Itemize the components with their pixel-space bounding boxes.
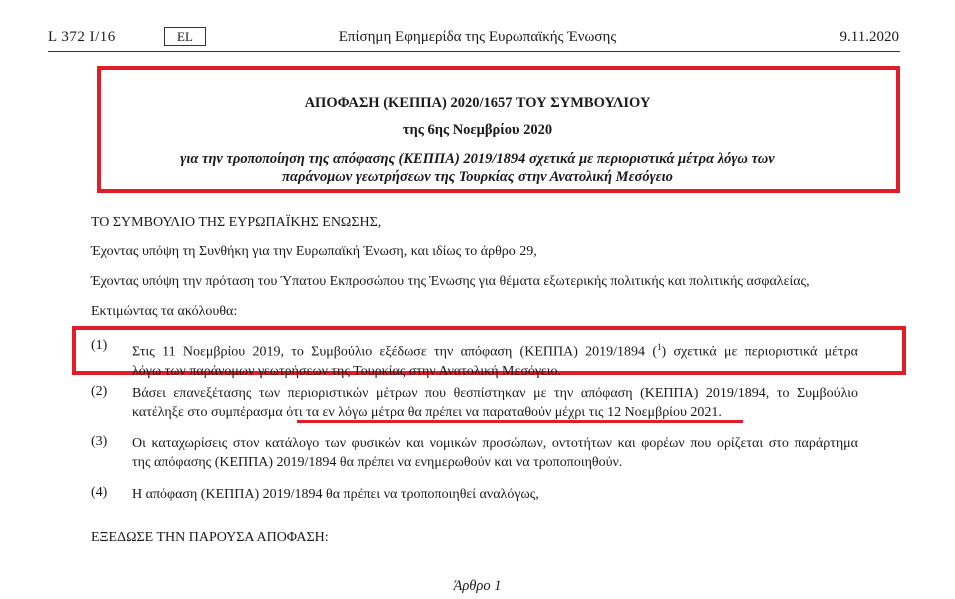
journal-reference: L 372 I/16 (48, 29, 116, 45)
recital-4-text: Η απόφαση (ΚΕΠΠΑ) 2019/1894 θα πρέπει να τροποποιηθεί αναλόγως, (132, 487, 539, 502)
publication-date: 9.11.2020 (839, 29, 899, 45)
decision-subject-line2: παράνομων γεωτρήσεων της Τουρκίας στην Ανατολική Μεσόγειο (282, 169, 673, 185)
decision-subject-line1: για την τροποποίηση της απόφασης (ΚΕΠΠΑ) 2019/1894 σχετικά με περιοριστικά μέτρα λόγω των (180, 151, 775, 167)
adoption-formula: ΕΞΕΔΩΣΕ ΤΗΝ ΠΑΡΟΥΣΑ ΑΠΟΦΑΣΗ: (91, 530, 329, 545)
header-rule (48, 51, 900, 52)
recital-2-line1: Βάσει επανεξέτασης των περιοριστικών μέτρων που θεσπίστηκαν με την απόφαση (ΚΕΠΠΑ) 2019/1894, το Συμβούλιο (132, 386, 858, 401)
recital-2-line2: κατέληξε στο συμπέρασμα ότι τα εν λόγω μέτρα θα πρέπει να παραταθούν μέχρι τις 12 Νοεμβρίου 2021. (132, 405, 722, 420)
recital-2-text (132, 384, 858, 422)
extension-underline (297, 420, 743, 423)
journal-title: Επίσημη Εφημερίδα της Ευρωπαϊκής Ένωσης (338, 29, 617, 45)
council-heading: ΤΟ ΣΥΜΒΟΥΛΙΟ ΤΗΣ ΕΥΡΩΠΑΪΚΗΣ ΕΝΩΣΗΣ, (91, 215, 382, 230)
recital-number: (2) (91, 384, 108, 399)
citation-proposal: Έχοντας υπόψη την πρόταση του Ύπατου Εκπροσώπου της Ένωσης για θέματα εξωτερικής πολιτικής και πολιτικής ασφαλείας, (91, 274, 810, 289)
recitals-intro: Εκτιμώντας τα ακόλουθα: (91, 304, 238, 319)
article-heading: Άρθρο 1 (453, 578, 502, 594)
decision-date: της 6ης Νοεμβρίου 2020 (402, 122, 553, 138)
recital-1-line1: Στις 11 Νοεμβρίου 2019, το Συμβούλιο εξέδωσε την απόφαση (ΚΕΠΠΑ) 2019/1894 ($^1$) σχετικά με περιοριστικά μέτρα (132, 342, 858, 360)
recital-3-text (132, 434, 858, 472)
recital-1-text (132, 338, 858, 381)
decision-title: ΑΠΟΦΑΣΗ (ΚΕΠΠΑ) 2020/1657 ΤΟΥ ΣΥΜΒΟΥΛΙΟΥ (304, 95, 651, 111)
recital-1-line2: λόγω των παράνομων γεωτρήσεων της Τουρκίας στην Ανατολική Μεσόγειο. (132, 363, 561, 379)
recital-number: (3) (91, 434, 108, 449)
recital-3-line1: Οι καταχωρίσεις στον κατάλογο των φυσικών και νομικών προσώπων, οντοτήτων και φορέων που ορίζεται στο παράρτημα (132, 436, 858, 451)
language-badge: EL (164, 27, 206, 46)
footnote-ref[interactable]: 1 (657, 342, 662, 352)
recital-3-line2: της απόφασης (ΚΕΠΠΑ) 2019/1894 θα πρέπει να ενημερωθούν και να τροποποιηθούν. (132, 455, 623, 470)
recital-number: (4) (91, 485, 108, 500)
citation-treaty: Έχοντας υπόψη τη Συνθήκη για την Ευρωπαϊκή Ένωση, και ιδίως το άρθρο 29, (91, 244, 537, 259)
recital-number: (1) (91, 338, 108, 353)
